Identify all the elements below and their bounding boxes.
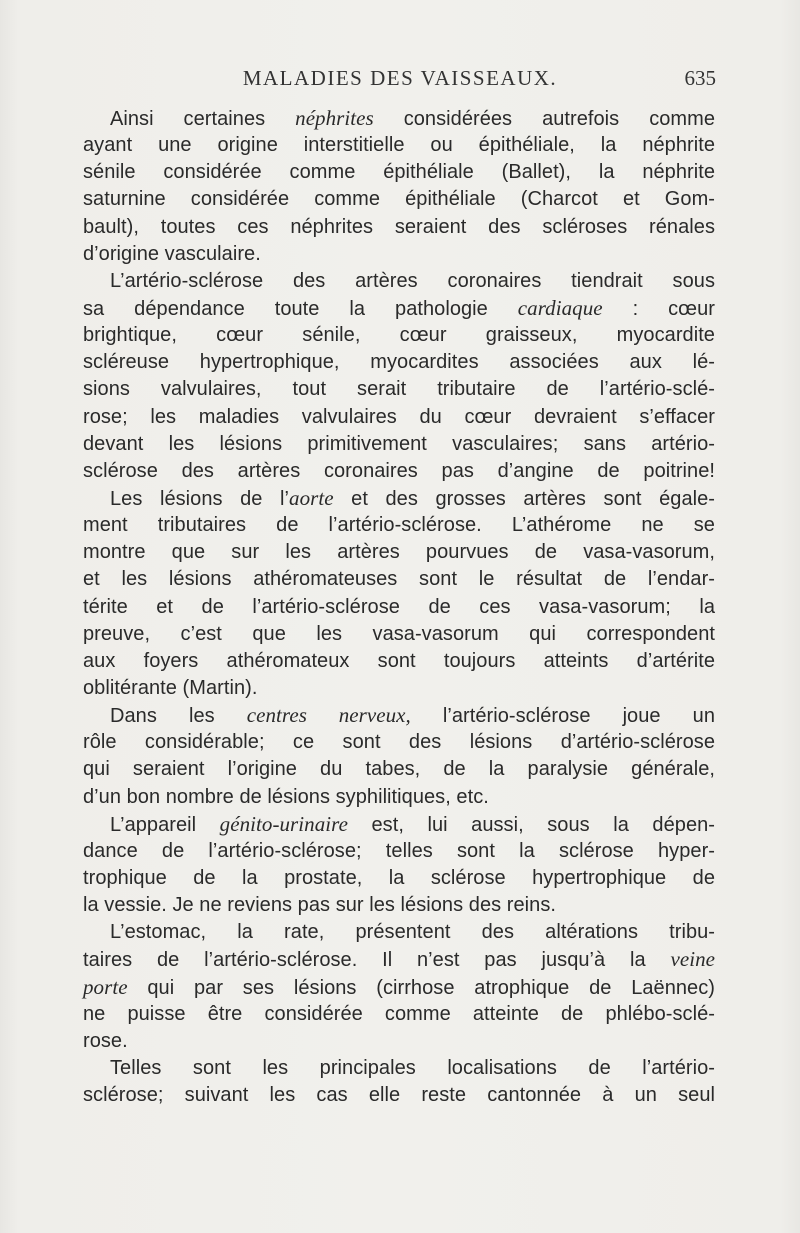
italic-term: cardiaque	[517, 295, 603, 320]
text-run: L’appareil	[110, 813, 220, 836]
text-line	[83, 512, 715, 539]
text-run: ayant une origine interstitielle ou épithéliale, la néphrite	[83, 134, 715, 157]
text-run: oblitérante (Martin).	[83, 676, 258, 699]
text-line	[83, 974, 715, 1001]
text-run: qui seraient l’origine du tabes, de la paralysie générale,	[83, 758, 715, 781]
text-run: sions valvulaires, tout serait tributaire de l’artério-sclé-	[83, 378, 715, 401]
text-run: scléreuse hypertrophique, myocardites associées aux lé-	[83, 351, 715, 374]
text-line	[83, 241, 715, 268]
text-line	[83, 1028, 715, 1055]
text-run: L’estomac, la rate, présentent des altérations tribu-	[110, 921, 715, 944]
text-run: Dans les	[110, 705, 247, 728]
text-run: d’origine vasculaire.	[83, 242, 261, 265]
italic-term: centres nerveux,	[246, 703, 411, 728]
text-line	[83, 404, 715, 431]
text-run: bault), toutes ces néphrites seraient des scléroses rénales	[83, 215, 715, 238]
text-run: devant les lésions primitivement vasculaires; sans artério-	[83, 432, 715, 455]
text-run: brightique, cœur sénile, cœur graisseux, myocardite	[83, 324, 715, 347]
text-line	[83, 919, 715, 946]
text-line	[83, 268, 715, 295]
text-line	[83, 1082, 715, 1109]
text-line	[83, 838, 715, 865]
running-head	[0, 64, 800, 96]
text-run: Telles sont les principales localisations de l’artério-	[110, 1056, 715, 1079]
text-line	[83, 1001, 715, 1028]
text-line	[83, 431, 715, 458]
text-line	[83, 675, 715, 702]
text-run: sa dépendance toute la pathologie	[83, 297, 518, 320]
text-run: taires de l’artério-sclérose. Il n’est pas jusqu’à la	[83, 949, 671, 972]
text-run: saturnine considérée comme épithéliale (Charcot et Gom-	[83, 188, 715, 211]
text-line	[83, 594, 715, 621]
text-line	[83, 648, 715, 675]
text-run: rose.	[83, 1029, 128, 1052]
text-line	[83, 485, 715, 512]
text-line	[83, 539, 715, 566]
text-line	[83, 892, 715, 919]
text-run: ne puisse être considérée comme atteinte de phlébo-sclé-	[83, 1002, 715, 1025]
text-line	[83, 1055, 715, 1082]
italic-term: néphrites	[295, 106, 374, 130]
text-run: térite et de l’artério-sclérose de ces vasa-vasorum; la	[83, 595, 715, 618]
text-run: considérées autrefois comme	[373, 108, 716, 130]
text-run: qui par ses lésions (cirrhose atrophique de Laënnec)	[127, 976, 715, 999]
text-run: aux foyers athéromateux sont toujours atteints d’artérite	[83, 649, 715, 672]
text-line	[83, 186, 715, 213]
running-title: MALADIES DES VAISSEAUX.	[242, 66, 558, 90]
italic-term: veine	[670, 947, 715, 972]
page-number: 635	[684, 66, 716, 90]
text-line	[83, 702, 715, 729]
text-run: et des grosses artères sont égale-	[333, 487, 715, 510]
text-line	[83, 349, 715, 376]
italic-term: génito-urinaire	[219, 811, 348, 836]
italic-term: aorte	[289, 485, 334, 510]
text-line	[83, 458, 715, 485]
text-line	[83, 946, 715, 973]
text-run: dance de l’artério-sclérose; telles sont la sclérose hyper-	[83, 839, 715, 862]
text-line	[83, 621, 715, 648]
text-line	[83, 159, 715, 186]
text-run: l’artério-sclérose joue un	[410, 705, 715, 728]
text-run: Les lésions de l’	[110, 487, 290, 510]
text-run: rose; les maladies valvulaires du cœur devraient s’effacer	[83, 405, 715, 428]
text-run: d’un bon nombre de lésions syphilitiques, etc.	[83, 785, 489, 808]
text-line	[83, 295, 715, 322]
text-line	[83, 784, 715, 811]
text-line	[83, 105, 715, 132]
text-line	[83, 865, 715, 892]
text-run: Ainsi certaines	[110, 108, 296, 130]
text-line	[83, 376, 715, 403]
text-line	[83, 322, 715, 349]
text-run: trophique de la prostate, la sclérose hypertrophique de	[83, 866, 715, 889]
text-line	[83, 214, 715, 241]
text-run: est, lui aussi, sous la dépen-	[347, 813, 715, 836]
text-line	[83, 132, 715, 159]
body-text	[83, 105, 715, 1109]
text-run: rôle considérable; ce sont des lésions d’artério-sclérose	[83, 731, 715, 754]
text-run: : cœur	[602, 297, 715, 320]
text-run: sclérose; suivant les cas elle reste cantonnée à un seul	[83, 1084, 715, 1107]
text-run: la vessie. Je ne reviens pas sur les lésions des reins.	[83, 894, 556, 917]
text-line	[83, 729, 715, 756]
text-run: sénile considérée comme épithéliale (Ballet), la néphrite	[83, 161, 715, 184]
text-run: et les lésions athéromateuses sont le résultat de l’endar-	[83, 568, 715, 591]
text-run: preuve, c’est que les vasa-vasorum qui correspondent	[83, 622, 715, 645]
text-line	[83, 811, 715, 838]
text-run: L’artério-sclérose des artères coronaires tiendrait sous	[110, 269, 715, 292]
text-line	[83, 756, 715, 783]
text-run: ment tributaires de l’artério-sclérose. L’athérome ne se	[83, 514, 715, 537]
text-line	[83, 566, 715, 593]
italic-term: porte	[83, 974, 128, 999]
text-run: sclérose des artères coronaires pas d’angine de poitrine!	[83, 459, 715, 482]
text-run: montre que sur les artères pourvues de vasa-vasorum,	[83, 541, 715, 564]
